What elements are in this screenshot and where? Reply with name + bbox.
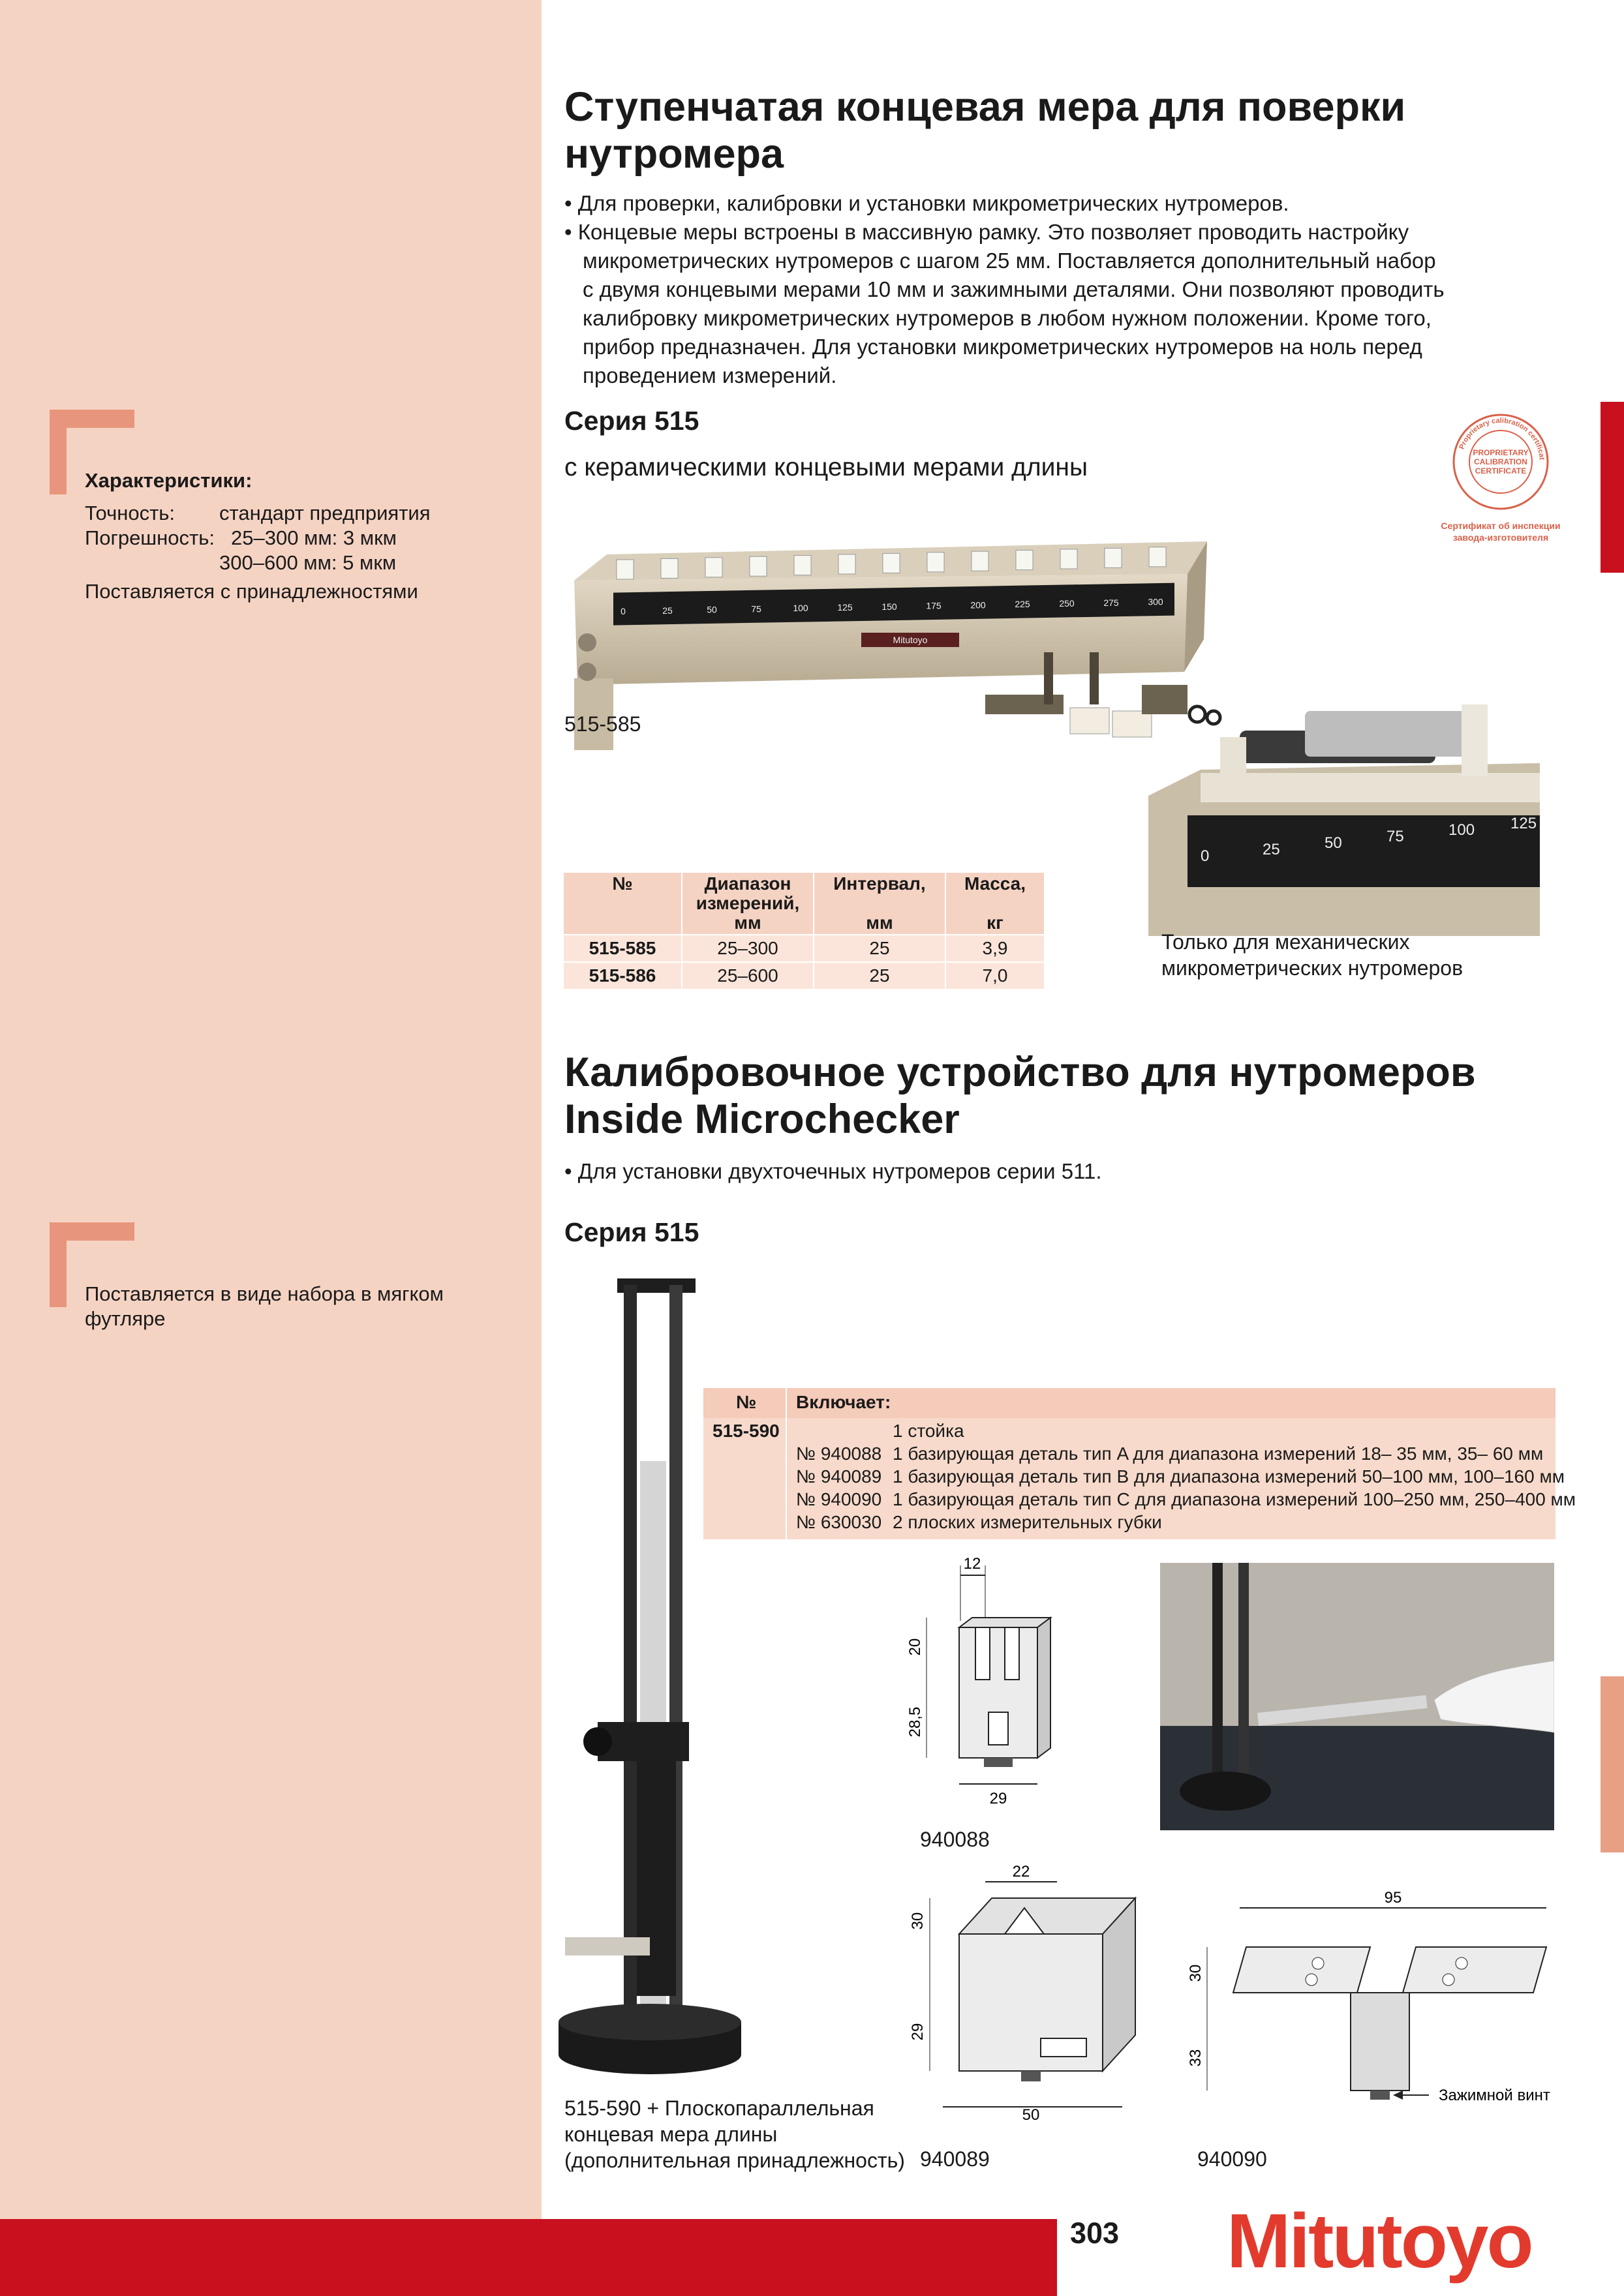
col-interval: Интервал, мм (814, 872, 945, 935)
bullet-line: калибровку микрометрических нутромеров в любом нужном положении. Кроме того, (583, 306, 1432, 330)
section1-bullets (564, 189, 1543, 390)
section2-title-line2: Inside Microchecker (564, 1096, 960, 1142)
spec-block (85, 468, 529, 604)
gauge-block (705, 558, 722, 577)
gauge-scale-label: 250 (1059, 598, 1075, 609)
includes-item-no: № 940089 (796, 1466, 882, 1487)
bullet-line: микрометрических нутромеров с шагом 25 мм. Поставляется дополнительный набор (583, 249, 1436, 273)
dim-label: 12 (963, 1555, 981, 1573)
seal-line1: PROPRIETARY (1473, 448, 1529, 457)
cell-code: 515-586 (563, 962, 682, 989)
section2-title-line1: Калибровочное устройство для нутромеров (564, 1050, 1476, 1095)
dim-label: 30 (909, 1912, 927, 1930)
closeup-scale-label: 100 (1448, 821, 1475, 839)
gauge-scale-label: 100 (793, 603, 808, 614)
error-value-1: 25–300 мм: 3 мкм (231, 526, 397, 549)
page-number: 303 (1070, 2216, 1120, 2250)
seal-line3: CERTIFICATE (1475, 466, 1527, 476)
gauge-block (1149, 547, 1166, 567)
section2-bullet: • Для установки двухточечных нутромеров серии 511. (564, 1159, 1102, 1183)
section1-title-line1: Ступенчатая концевая мера для поверки (564, 84, 1406, 130)
mitutoyo-logo: Mitutoyo (1227, 2198, 1532, 2284)
seal-line2: CALIBRATION (1474, 457, 1527, 466)
gauge-scale-label: 200 (970, 599, 986, 611)
gauge-block (1016, 551, 1033, 570)
includes-item-text: 1 базирующая деталь тип B для диапазона измерений 50–100 мм, 100–160 мм (893, 1466, 1565, 1487)
drawing-940089-code: 940089 (920, 2147, 990, 2171)
mechanical-note-line2: микрометрических нутромеров (1161, 956, 1463, 980)
dim-label: 95 (1384, 1889, 1402, 1907)
table-row (563, 962, 1045, 989)
accuracy-value: стандарт предприятия (219, 502, 431, 524)
includes-item-text: 1 базирующая деталь тип A для диапазона измерений 18– 35 мм, 35– 60 мм (893, 1443, 1544, 1464)
drawing-940089 (900, 1862, 1148, 2123)
includes-item-text: 1 базирующая деталь тип C для диапазона измерений 100–250 мм, 250–400 мм (893, 1489, 1576, 1509)
dim-label: 33 (1187, 2049, 1204, 2067)
col-no: № (563, 872, 682, 935)
mechanical-note (1161, 929, 1463, 981)
includes-header: Включает: (796, 1392, 891, 1412)
closeup-photo (1148, 691, 1540, 936)
gauge-scale-label: 25 (662, 605, 673, 616)
badge-caption-line1: Сертификат об инспекции (1441, 521, 1561, 531)
gauge-scale-label: 50 (707, 604, 717, 615)
mechanical-note-line1: Только для механических (1161, 930, 1410, 954)
closeup-scale-label: 0 (1201, 847, 1210, 865)
col-range: Диапазон измерений, мм (682, 872, 814, 935)
photo-label: 515-585 (564, 712, 641, 736)
clamp-screw-label: Зажимной винт (1439, 2087, 1550, 2104)
edge-tab-light (1601, 1676, 1624, 1852)
section1-title (564, 83, 1543, 177)
spec-table (562, 871, 1045, 990)
bullet-line: с двумя концевыми мерами 10 мм и зажимными деталями. Они позволяют проводить (583, 277, 1445, 301)
includes-item-no: № 940088 (796, 1443, 882, 1464)
gauge-scale-label: 125 (837, 602, 853, 612)
usage-photo (1160, 1563, 1554, 1830)
calibration-certificate-badge (1429, 411, 1572, 548)
gauge-block (927, 552, 944, 572)
certificate-seal-icon (1429, 411, 1572, 515)
badge-caption-line2: завода-изготовителя (1452, 532, 1549, 543)
error-value-2: 300–600 мм: 5 мкм (219, 551, 397, 574)
supplied-note: Поставляется с принадлежностями (85, 580, 418, 603)
dim-label: 28,5 (906, 1706, 924, 1738)
drawing-940088 (900, 1549, 1070, 1830)
gauge-scale-label: 300 (1148, 596, 1163, 607)
edge-tab (1601, 402, 1624, 573)
cell-interval: 25 (814, 962, 945, 989)
bullet-line: прибор предназначен. Для установки микрометрических нутромеров на ноль перед (583, 335, 1422, 359)
seal-ring-text: Proprietary calibration certificat (1458, 416, 1546, 461)
gauge-scale-label: 75 (751, 603, 761, 614)
set-note (85, 1282, 529, 1331)
gauge-block (617, 560, 634, 579)
col-mass: Масса, кг (945, 872, 1045, 935)
cell-code: 515-585 (563, 935, 682, 962)
gauge-scale-label: 150 (881, 601, 897, 612)
gauge-scale-label: 175 (926, 600, 942, 611)
stand-caption-line2: концевая мера длины (564, 2122, 778, 2146)
bullet-line: • Концевые меры встроены в массивную рамку. Это позволяет проводить настройку (564, 220, 1409, 244)
section2-series: Серия 515 (564, 1217, 699, 1247)
dim-label: 29 (909, 2023, 927, 2041)
table-row (563, 935, 1045, 962)
gauge-block (883, 553, 900, 573)
cell-interval: 25 (814, 935, 945, 962)
drawing-940090-code: 940090 (1197, 2147, 1267, 2171)
cell-mass: 7,0 (945, 962, 1045, 989)
gauge-brand: Mitutoyo (893, 635, 928, 645)
cell-mass: 3,9 (945, 935, 1045, 962)
gauge-scale-label: 0 (620, 606, 626, 616)
set-note-line2: футляре (85, 1307, 166, 1330)
gauge-block (838, 554, 855, 574)
gauge-block (794, 556, 811, 575)
stand-caption-line1: 515-590 + Плоскопараллельная (564, 2096, 874, 2120)
section2-title (564, 1049, 1543, 1143)
dim-label: 50 (1022, 2106, 1040, 2123)
closeup-scale-label: 50 (1325, 834, 1342, 852)
accuracy-label: Точность: (85, 502, 176, 524)
dim-label: 29 (989, 1790, 1007, 1807)
closeup-scale-label: 25 (1263, 841, 1280, 858)
cell-range: 25–300 (682, 935, 814, 962)
gauge-block (750, 556, 767, 576)
bullet-line: проведением измерений. (583, 363, 837, 387)
section1-title-line2: нутромера (564, 131, 784, 177)
includes-item-text: 2 плоских измерительных губки (893, 1512, 1162, 1532)
includes-no-header: № (736, 1392, 757, 1412)
dim-label: 30 (1187, 1964, 1204, 1982)
spec-heading: Характеристики: (85, 469, 253, 492)
dim-label: 22 (1012, 1863, 1030, 1881)
includes-item-text: 1 стойка (893, 1421, 964, 1441)
stand-caption-line3: (дополнительная принадлежность) (564, 2149, 905, 2172)
drawing-940090 (1181, 1882, 1559, 2123)
includes-item-no: № 630030 (796, 1512, 882, 1532)
includes-table (703, 1388, 1576, 1539)
includes-item-no: № 940090 (796, 1489, 882, 1509)
section1-series: Серия 515 (564, 406, 699, 436)
error-label: Погрешность: (85, 526, 215, 549)
gauge-block (1105, 548, 1122, 567)
set-note-line1: Поставляется в виде набора в мягком (85, 1282, 444, 1305)
dim-label: 20 (906, 1638, 924, 1656)
gauge-scale-label: 225 (1015, 599, 1030, 610)
gauge-block (972, 551, 988, 571)
sidebar (0, 0, 542, 2296)
section1-subtitle: с керамическими концевыми мерами длины (564, 453, 1088, 481)
cell-range: 25–600 (682, 962, 814, 989)
bullet-line: • Для проверки, калибровки и установки микрометрических нутромеров. (564, 191, 1289, 215)
gauge-block (1060, 549, 1077, 569)
includes-code: 515-590 (712, 1421, 780, 1441)
closeup-scale-label: 125 (1510, 815, 1537, 832)
gauge-scale-label: 275 (1103, 597, 1119, 608)
closeup-scale-label: 75 (1387, 828, 1404, 845)
stand-caption (564, 2095, 905, 2173)
drawing-940088-code: 940088 (920, 1828, 990, 1851)
gauge-block (661, 558, 678, 578)
footer-bar (0, 2219, 1057, 2296)
table-header-row (563, 872, 1045, 935)
